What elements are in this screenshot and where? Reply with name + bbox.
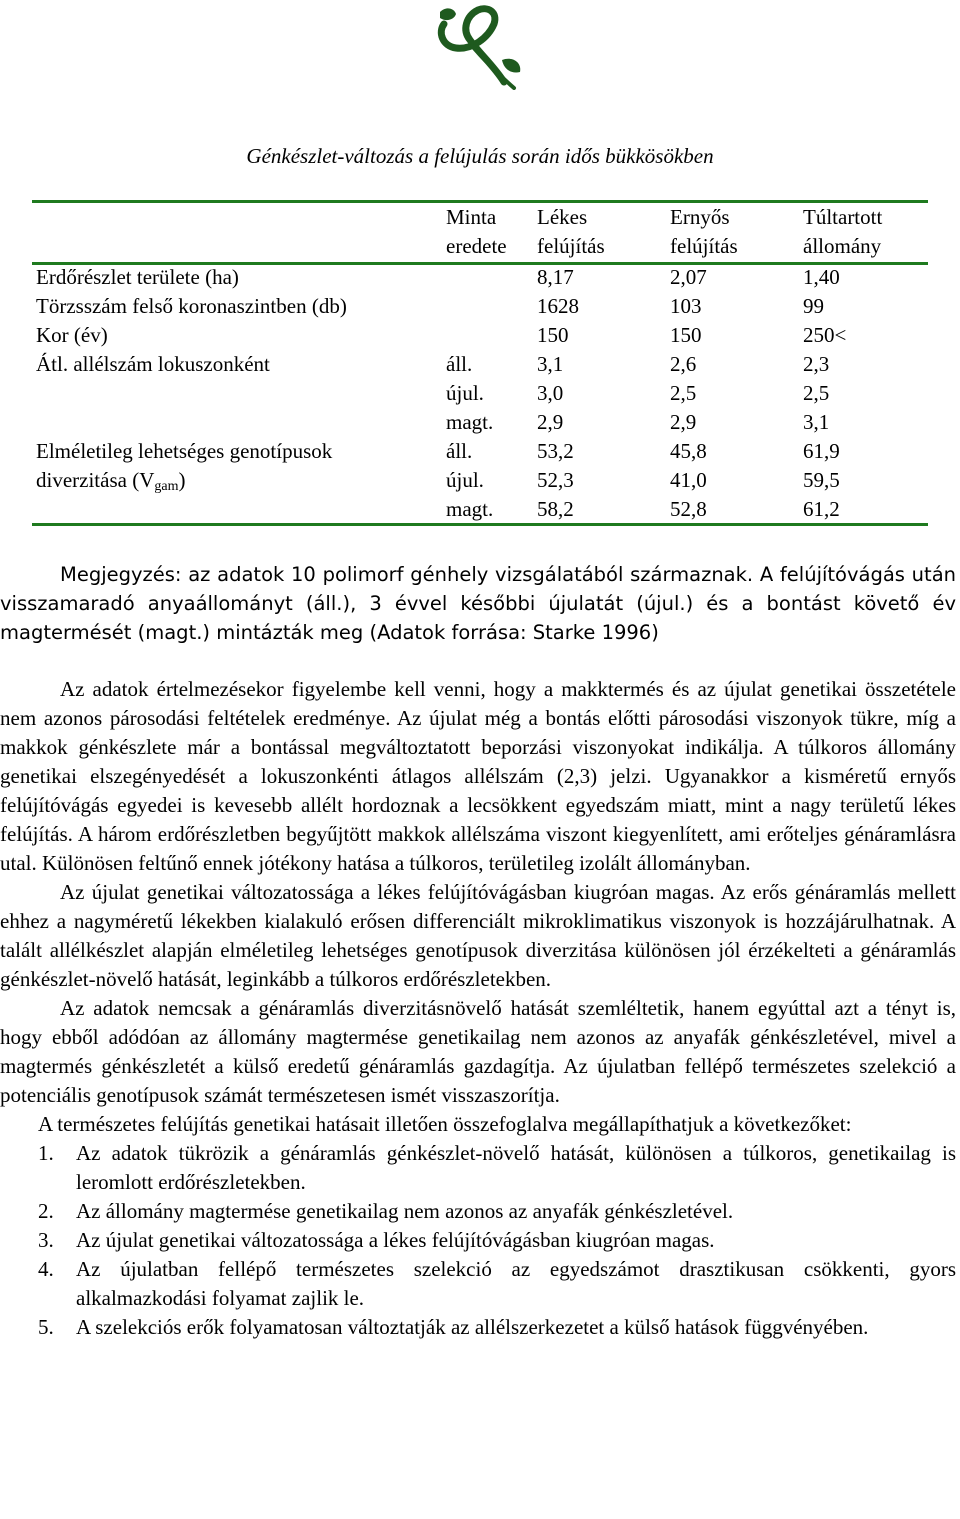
row-lekes: 2,9 xyxy=(537,410,564,434)
row-label-text: diverzitása (V xyxy=(36,468,155,492)
list-number: 3. xyxy=(38,1228,54,1252)
row-tultartott: 1,40 xyxy=(803,265,840,289)
row-ernyos: 52,8 xyxy=(670,497,707,521)
list-text: Az újulat genetikai változatossága a lékes felújítóvágásban kiugróan magas. xyxy=(76,1228,715,1252)
row-lekes: 52,3 xyxy=(537,468,574,492)
list-item xyxy=(0,1226,956,1255)
table-note xyxy=(0,560,956,647)
row-label: Átl. allélszám lokuszonként xyxy=(36,352,270,376)
row-lekes: 3,1 xyxy=(537,352,564,376)
row-origin: áll. xyxy=(446,352,473,376)
row-tultartott: 2,5 xyxy=(803,381,830,405)
row-ernyos: 150 xyxy=(670,323,702,347)
list-number: 4. xyxy=(38,1257,54,1281)
row-ernyos: 45,8 xyxy=(670,439,707,463)
leaf-emblem-icon xyxy=(432,2,524,90)
row-tultartott: 3,1 xyxy=(803,410,830,434)
header-origin-1: Minta xyxy=(446,205,497,229)
paragraph: Az adatok értelmezésekor figyelembe kell venni, hogy a makktermés és az újulat genetikai összetétele nem azonos párosodási feltételek eredménye. Az újulat még a bontás előtti párosodási viszonyok tükre, míg a makkok génkészlete már a bontással megváltoztatott beporzási viszonyokat indikálja. A túlkoros állomány genetikai elszegényedését a lokuszonkénti átlagos allélszám (2,3) jelzi. Ugyanakkor a kisméretű ernyős felújítóvágás egyedei is kevesebb allélt hordoznak a lecsökkent egyedszám miatt, mint a nagy területű lékes felújítás. A három erdőrészletben begyűjtött makkok allélszáma viszont kiegyenlített, ami erőteljes génáramlásra utal. Különösen feltűnő ennek jótékony hatása a túlkoros, területileg izolált állományban. xyxy=(0,677,956,875)
list-number: 5. xyxy=(38,1315,54,1339)
list-text: A szelekciós erők folyamatosan változtatják az allélszerkezetet a külső hatások függvényében. xyxy=(76,1315,869,1339)
list-item xyxy=(0,1255,956,1313)
row-ernyos: 103 xyxy=(670,294,702,318)
row-tultartott: 61,9 xyxy=(803,439,840,463)
row-lekes: 150 xyxy=(537,323,569,347)
list-text: Az újulatban fellépő természetes szelekció az egyedszámot drasztikusan csökkenti, gyors alkalmazkodási folyamat zajlik le. xyxy=(76,1257,956,1310)
row-ernyos: 2,6 xyxy=(670,352,697,376)
table-rule-bottom xyxy=(32,523,928,526)
row-origin: áll. xyxy=(446,439,473,463)
list-item xyxy=(0,1197,956,1226)
row-tultartott: 59,5 xyxy=(803,468,840,492)
paragraph: Az adatok nemcsak a génáramlás diverzitásnövelő hatását szemléltetik, hanem egyúttal azt a tényt is, hogy ebből adódóan az állomány magtermése genetikailag nem azonos az anyafák génkészletével, mivel a magtermés génkészletét a külső eredetű génáramlás gazdagítja. Az újulatban fellépő természetes szelekció a potenciális genotípusok számát természetesen ismét visszaszorítja. xyxy=(0,996,956,1107)
row-ernyos: 41,0 xyxy=(670,468,707,492)
row-label: Erdőrészlet területe (ha) xyxy=(36,265,239,289)
row-origin: újul. xyxy=(446,381,484,405)
row-origin: magt. xyxy=(446,410,494,434)
row-label-vgam xyxy=(36,466,185,495)
row-tultartott: 99 xyxy=(803,294,824,318)
row-ernyos: 2,9 xyxy=(670,410,697,434)
row-label: Törzsszám felső koronaszintben (db) xyxy=(36,294,347,318)
conclusions-intro: A természetes felújítás genetikai hatásait illetően összefoglalva megállapíthatjuk a következőket: xyxy=(38,1112,852,1136)
paragraph: Az újulat genetikai változatossága a lékes felújítóvágásban kiugróan magas. Az erős génáramlás mellett ehhez a nagyméretű lékekben kialakuló erősen differenciált mikroklimatikus viszonyok is hozzájárulhatnak. A talált allélkészlet alapján elméletileg lehetséges genotípusok diverzitása különösen jól érzékelteti a génáramlás génkészlet-növelő hatását, leginkább a túlkoros erdőrészletekben. xyxy=(0,880,956,991)
conclusions-list xyxy=(0,1139,956,1342)
row-lekes: 53,2 xyxy=(537,439,574,463)
list-number: 2. xyxy=(38,1199,54,1223)
row-lekes: 3,0 xyxy=(537,381,564,405)
table-note-text: Megjegyzés: az adatok 10 polimorf génhely vizsgálatából származnak. A felújítóvágás után visszamaradó anyaállományt (áll.), 3 évvel későbbi újulatát (újul.) és a bontást követő év magtermését (magt.) mintázták meg (Adatok forrása: Starke 1996) xyxy=(0,563,956,644)
row-label: Elméletileg lehetséges genotípusok xyxy=(36,439,333,463)
row-ernyos: 2,07 xyxy=(670,265,707,289)
header-ernyos-1: Ernyős xyxy=(670,205,730,229)
row-origin: magt. xyxy=(446,497,494,521)
list-number: 1. xyxy=(38,1141,54,1165)
body-text xyxy=(0,675,956,1342)
row-tultartott: 61,2 xyxy=(803,497,840,521)
row-lekes: 8,17 xyxy=(537,265,574,289)
row-tultartott: 250< xyxy=(803,323,847,347)
header-ernyos-2: felújítás xyxy=(670,234,738,258)
row-label-subscript: gam xyxy=(154,479,179,494)
list-item xyxy=(0,1139,956,1197)
row-origin: újul. xyxy=(446,468,484,492)
list-text: Az adatok tükrözik a génáramlás génkészlet-növelő hatását, különösen a túlkoros, genetikailag is leromlott erdőrészletekben. xyxy=(76,1141,956,1194)
header-lekes-2: felújítás xyxy=(537,234,605,258)
document-title: Génkészlet-változás a felújulás során idős bükkösökben xyxy=(246,144,714,168)
header-lekes-1: Lékes xyxy=(537,205,588,229)
list-text: Az állomány magtermése genetikailag nem azonos az anyafák génkészletével. xyxy=(76,1199,734,1223)
row-label: Kor (év) xyxy=(36,323,108,347)
header-origin-2: eredete xyxy=(446,234,507,258)
header-tultartott-2: állomány xyxy=(803,234,882,258)
row-lekes: 58,2 xyxy=(537,497,574,521)
row-ernyos: 2,5 xyxy=(670,381,697,405)
row-tultartott: 2,3 xyxy=(803,352,830,376)
row-label-tail: ) xyxy=(178,468,186,492)
list-item xyxy=(0,1313,956,1342)
row-lekes: 1628 xyxy=(537,294,579,318)
header-tultartott-1: Túltartott xyxy=(803,205,883,229)
